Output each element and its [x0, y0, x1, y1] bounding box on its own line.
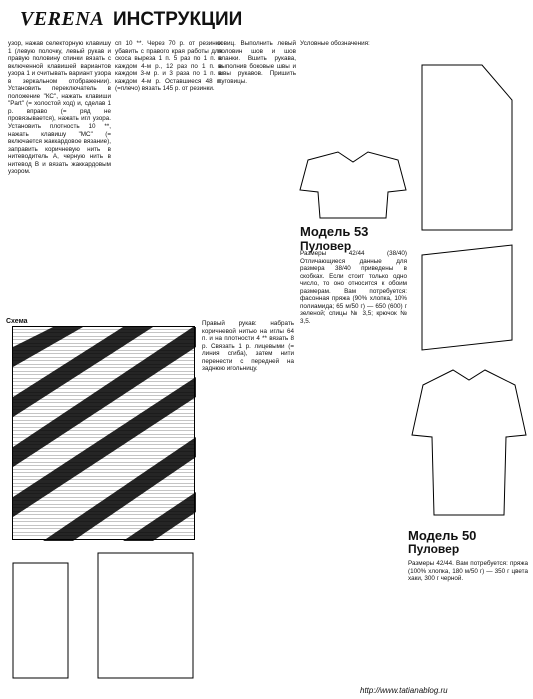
page-header [8, 6, 525, 32]
pattern-schematic [412, 40, 530, 360]
model-53-sketch [298, 150, 408, 222]
text-column-5: Правый рукав: набрать коричневой нитью на иглы 64 п. и на плотности 4 ** вязать 8 р. Связать 1 р. лицевыми (= линия сгиба), затем нити перенести с передней на заднюю игольницу. [202, 320, 294, 373]
chart-label: Схема [6, 318, 28, 325]
watermark: http://www.tatianablog.ru [360, 686, 448, 695]
chart-pattern [13, 327, 196, 541]
text-column-6: Размеры 42/44. Вам потребуется: пряжа (100% хлопка, 180 м/50 г) — 350 г цвета хаки, 300 г черной. [408, 560, 528, 583]
text-column-3: говиц. Выполнить левый половин шов и шов планки. Вшить рукава, выполнив боковые швы и швы рукавов. Пришить пуговицы. [218, 40, 296, 85]
page-title: ИНСТРУКЦИИ [113, 9, 243, 30]
model-50-title: Модель 50 [408, 528, 477, 543]
piece-schematics [8, 548, 198, 688]
knitting-chart [12, 326, 195, 540]
model-50-subtitle: Пуловер [408, 542, 460, 556]
brand-logo: VERENA [20, 8, 105, 30]
legend-title: Условные обозначения: [300, 40, 370, 47]
text-column-4: Размеры 42/44 (38/40) Отличающиеся данные для размера 38/40 приведены в скобках. Если стоит только одно число, то оно относится к обоим размерам. Вам потребуется: фасонная пряжа (90% хлопка, 10% полиамида; 65 м/50 г) — 650 (600) г зеленой; спицы № 3,5; крючок № 3,5. [300, 250, 407, 325]
model-50-sketch [408, 365, 530, 525]
text-column-1: узор, нажав селекторную клавишу 1 (левую полочку, левый рукав и правую половину спинки вязать с включенной клавишей вариантов узора 1 и считывать вариант узора в зеркальном отображении). Установить переключатель в положение "КС", нажать клавиши "Part" (= холостой ход) и, сделав 1 р. вправо (= ряд не провязывается), нажать игл узора. Установить плотность 10 **, нажать клавишу "МС" (= включается жаккардовое вязание), заправить коричневую нить в нитеводитель А, черную нить в нитевод В и вязать жаккардовым узором. [8, 40, 111, 176]
model-53-title: Модель 53 [300, 224, 369, 239]
model-53-subtitle: Пуловер [300, 239, 352, 253]
text-column-2: сп 10 **. Через 70 р. от резинки убавить с правого края работы для скоса выреза 1 п. 5 раз по 1 п. в каждом 4-м р., 12 раз по 1 п. в каждом 3-м р. и 3 раза по 1 п. в каждом 4-м р. Оставшиеся 48 п. (=плечо) вязать 145 р. от резинки. [115, 40, 222, 93]
